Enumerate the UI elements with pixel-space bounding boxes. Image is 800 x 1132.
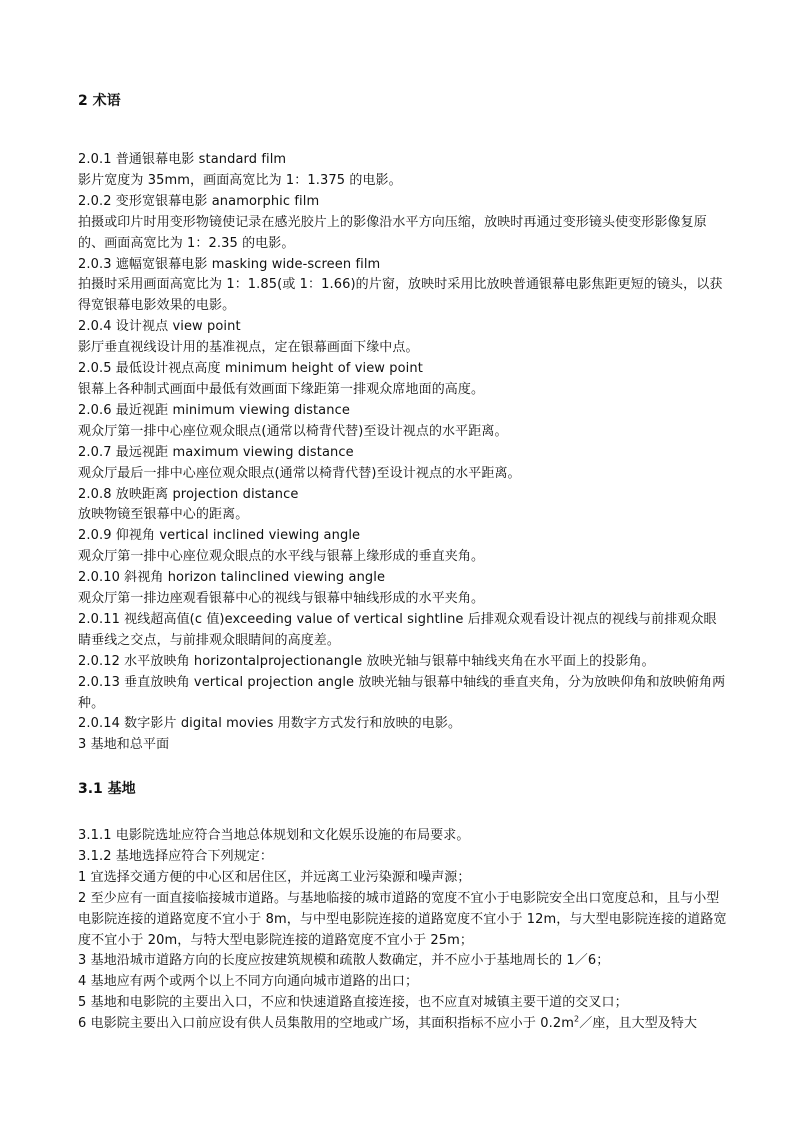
paragraph: 观众厅最后一排中心座位观众眼点(通常以椅背代替)至设计视点的水平距离。	[78, 465, 521, 481]
paragraph: 2.0.5 最低设计视点高度 minimum height of view point	[78, 361, 423, 377]
paragraph: 影厅垂直视线设计用的基准视点，定在银幕画面下缘中点。	[78, 340, 419, 356]
paragraph: 2.0.14 数字影片 digital movies 用数字方式发行和放映的电影。	[78, 716, 462, 732]
paragraph: 银幕上各种制式画面中最低有效画面下缘距第一排观众席地面的高度。	[78, 381, 485, 397]
paragraph: 拍摄时采用画面高宽比为 1：1.85(或 1：1.66)的片窗，放映时采用比放映普通银幕电影焦距更短的镜头，以获得宽银幕电影效果的电影。	[78, 277, 723, 314]
paragraph: 4 基地应有两个或两个以上不同方向通向城市道路的出口；	[78, 974, 419, 990]
paragraph-text: 6 电影院主要出入口前应设有供人员集散用的空地或广场，其面积指标不应小于 0.2m	[78, 1016, 574, 1032]
paragraph: 2.0.1 普通银幕电影 standard film	[78, 152, 287, 167]
paragraph: 拍摄或印片时用变形物镜使记录在感光胶片上的影像沿水平方向压缩，放映时再通过变形镜头使变形影像复原的、画面高宽比为 1：2.35 的电影。	[78, 214, 707, 251]
paragraph: 2.0.4 设计视点 view point	[78, 319, 241, 335]
paragraph: 观众厅第一排中心座位观众眼点的水平线与银幕上缘形成的垂直夹角。	[78, 549, 485, 565]
paragraph: 3 基地沿城市道路方向的长度应按建筑规模和疏散人数确定，并不应小于基地周长的 1／6；	[78, 953, 610, 969]
section-heading-site: 3.1 基地	[78, 781, 136, 797]
paragraph: 观众厅第一排中心座位观众眼点(通常以椅背代替)至设计视点的水平距离。	[78, 423, 508, 439]
paragraph: 2.0.6 最近视距 minimum viewing distance	[78, 402, 350, 418]
superscript: 2	[573, 1014, 580, 1024]
paragraph: 2.0.2 变形宽银幕电影 anamorphic film	[78, 193, 320, 209]
paragraph: 2.0.9 仰视角 vertical inclined viewing angle	[78, 528, 361, 544]
paragraph-text: ／座，且大型及特大	[579, 1016, 698, 1032]
site-body	[78, 826, 728, 1035]
paragraph: 放映物镜至银幕中心的距离。	[78, 507, 249, 523]
paragraph: 3.1.1 电影院选址应符合当地总体规划和文化娱乐设施的布局要求。	[78, 828, 470, 843]
paragraph: 观众厅第一排边座观看银幕中心的视线与银幕中轴线形成的水平夹角。	[78, 591, 485, 607]
paragraph: 2.0.3 遮幅宽银幕电影 masking wide-screen film	[78, 256, 381, 272]
terms-body	[78, 150, 728, 756]
paragraph: 2.0.12 水平放映角 horizontalprojectionangle 放映光轴与银幕中轴线夹角在水平面上的投影角。	[78, 653, 655, 669]
paragraph: 3 基地和总平面	[78, 737, 170, 753]
paragraph: 2.0.7 最远视距 maximum viewing distance	[78, 444, 354, 460]
paragraph: 2 至少应有一面直接临接城市道路。与基地临接的城市道路的宽度不宜小于电影院安全出口宽度总和，且与小型电影院连接的道路宽度不宜小于 8m，与中型电影院连接的道路宽度不宜小于 12m，与大型电影院连接的道路宽度不宜小于 20m，与特大型电影院连接的道路宽度不宜小于 25m；	[78, 890, 727, 948]
paragraph: 2.0.10 斜视角 horizon talinclined viewing angle	[78, 570, 386, 586]
paragraph-last	[78, 1014, 728, 1035]
section-heading-terms: 2 术语	[78, 93, 121, 109]
paragraph: 3.1.2 基地选择应符合下列规定：	[78, 848, 274, 864]
paragraph: 影片宽度为 35mm，画面高宽比为 1：1.375 的电影。	[78, 172, 402, 188]
paragraph: 2.0.8 放映距离 projection distance	[78, 486, 299, 502]
paragraph: 2.0.13 垂直放映角 vertical projection angle 放映光轴与银幕中轴线的垂直夹角，分为放映仰角和放映俯角两种。	[78, 674, 726, 711]
paragraph: 1 宜选择交通方便的中心区和居住区，并远离工业污染源和噪声源；	[78, 869, 471, 885]
paragraph: 5 基地和电影院的主要出入口，不应和快速道路直接连接，也不应直对城镇主要干道的交叉口；	[78, 995, 628, 1011]
paragraph: 2.0.11 视线超高值(c 值)exceeding value of vertical sightline 后排观众观看设计视点的视线与前排观众眼睛垂线之交点，与前排观众眼睛间的高度差。	[78, 611, 717, 648]
